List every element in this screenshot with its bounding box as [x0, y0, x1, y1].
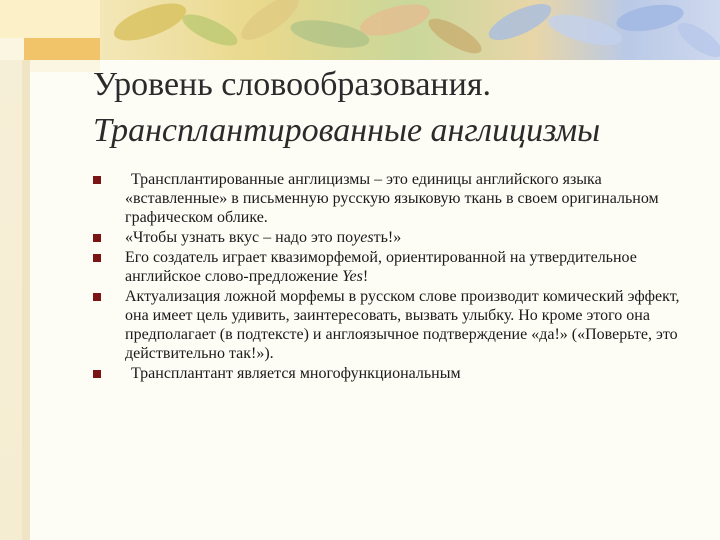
left-decorative-strip-inner: [22, 60, 30, 540]
square-bullet-icon: [93, 254, 101, 262]
slide-title-line1: Уровень словообразования.: [93, 66, 491, 103]
bullet-item: [93, 228, 693, 247]
bullet-text-part: Его создатель играет квазиморфемой, ориентированной на утвердительное английское слово-предложение: [125, 249, 637, 285]
bullet-item: [93, 287, 693, 363]
square-bullet-icon: [93, 234, 101, 242]
bullet-item: [93, 364, 693, 383]
bullet-text: Актуализация ложной морфемы в русском слове производит комический эффект, она имеет цель удивить, заинтересовать, вызвать улыбку. Но кроме этого она предполагает (в подтексте) и англоязычное подтверждение «да!» («Поверьте, это действительно так!»).: [125, 288, 680, 362]
square-bullet-icon: [93, 293, 101, 301]
bullet-text: [125, 248, 693, 286]
square-bullet-icon: [93, 370, 101, 378]
bullet-text-italic: yes: [353, 229, 374, 246]
bullet-item: [93, 248, 693, 286]
slide-title: [93, 62, 703, 154]
bullet-list: [93, 170, 693, 384]
bullet-text-part: ть!»: [373, 229, 402, 246]
bullet-text-part: !: [362, 268, 369, 285]
bullet-text: Трансплантированные англицизмы – это единицы английского языка «вставленные» в письменную русскую языковую ткань в своем оригинальном графическом облике.: [125, 171, 659, 226]
square-bullet-icon: [93, 176, 101, 184]
bullet-text: Трансплантант является многофункциональным: [131, 365, 461, 382]
bullet-text-part: «Чтобы узнать вкус – надо это по: [125, 229, 354, 246]
slide-title-line2: Трансплантированные англицизмы: [93, 112, 601, 149]
bullet-item: [93, 170, 693, 227]
bullet-text-italic: Yes: [342, 268, 363, 285]
bullet-text: [125, 228, 693, 247]
